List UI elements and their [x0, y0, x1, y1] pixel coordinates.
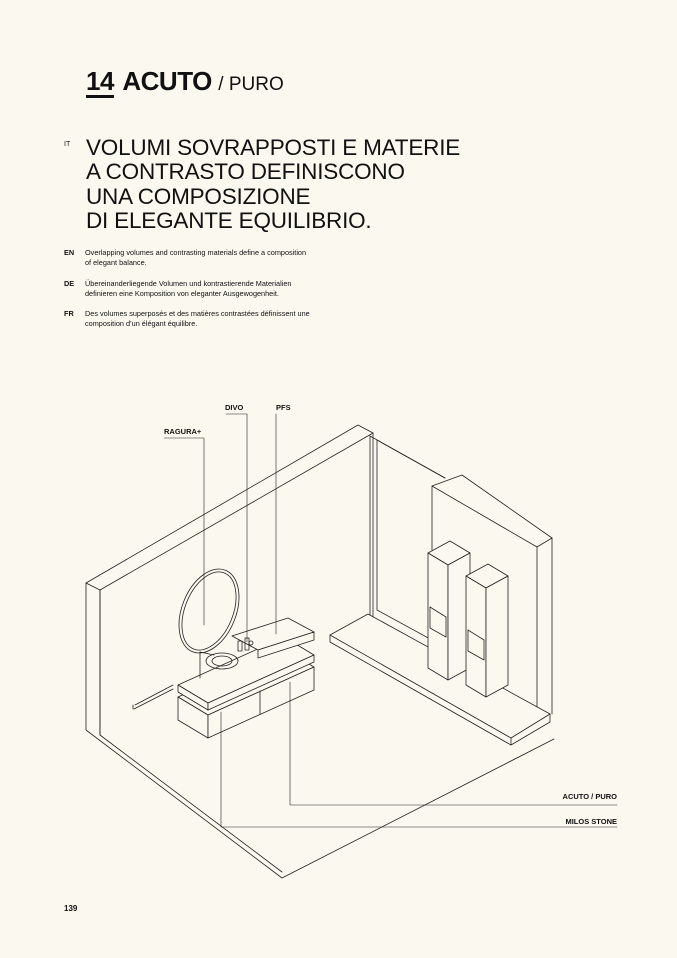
- label-milos-stone: MILOS STONE: [565, 817, 617, 826]
- translation-line: Des volumes superposés et des matières contrastées définissent une: [85, 309, 310, 318]
- composition-subtitle: / PURO: [218, 74, 284, 95]
- tall-cabinet-left: [428, 541, 470, 680]
- label-acuto-puro: ACUTO / PURO: [562, 792, 617, 801]
- tall-cabinet-right: [466, 564, 508, 697]
- translation-line: composition d’un élégant équilibre.: [85, 319, 198, 328]
- translation-line: Overlapping volumes and contrasting materials define a composition: [85, 248, 307, 257]
- composition-name: ACUTO: [122, 66, 212, 96]
- headline-line: DI ELEGANTE EQUILIBRIO.: [86, 207, 372, 233]
- translation-line: of elegant balance.: [85, 258, 147, 267]
- vanity-unit: [178, 618, 314, 738]
- headline-line: UNA COMPOSIZIONE: [86, 183, 311, 209]
- language-code: EN: [64, 248, 75, 257]
- page-number: 139: [64, 904, 78, 913]
- label-pfs: PFS: [276, 403, 291, 412]
- translation-line: Übereinanderliegende Volumen und kontrastierende Materialien: [85, 279, 292, 288]
- language-code: DE: [64, 279, 75, 288]
- label-divo: DIVO: [225, 403, 244, 412]
- towel-bar: [133, 685, 173, 709]
- label-ragura: RAGURA+: [164, 427, 202, 436]
- headline-line: A CONTRASTO DEFINISCONO: [86, 159, 405, 185]
- headline-language-code: IT: [64, 141, 71, 148]
- leader-lines: [164, 414, 617, 827]
- translation-line: definieren eine Komposition von eleganter Ausgewogenheit.: [85, 289, 279, 298]
- language-code: FR: [64, 309, 74, 318]
- headline-line: VOLUMI SOVRAPPOSTI E MATERIE: [86, 135, 461, 160]
- composition-number: 14: [86, 66, 114, 96]
